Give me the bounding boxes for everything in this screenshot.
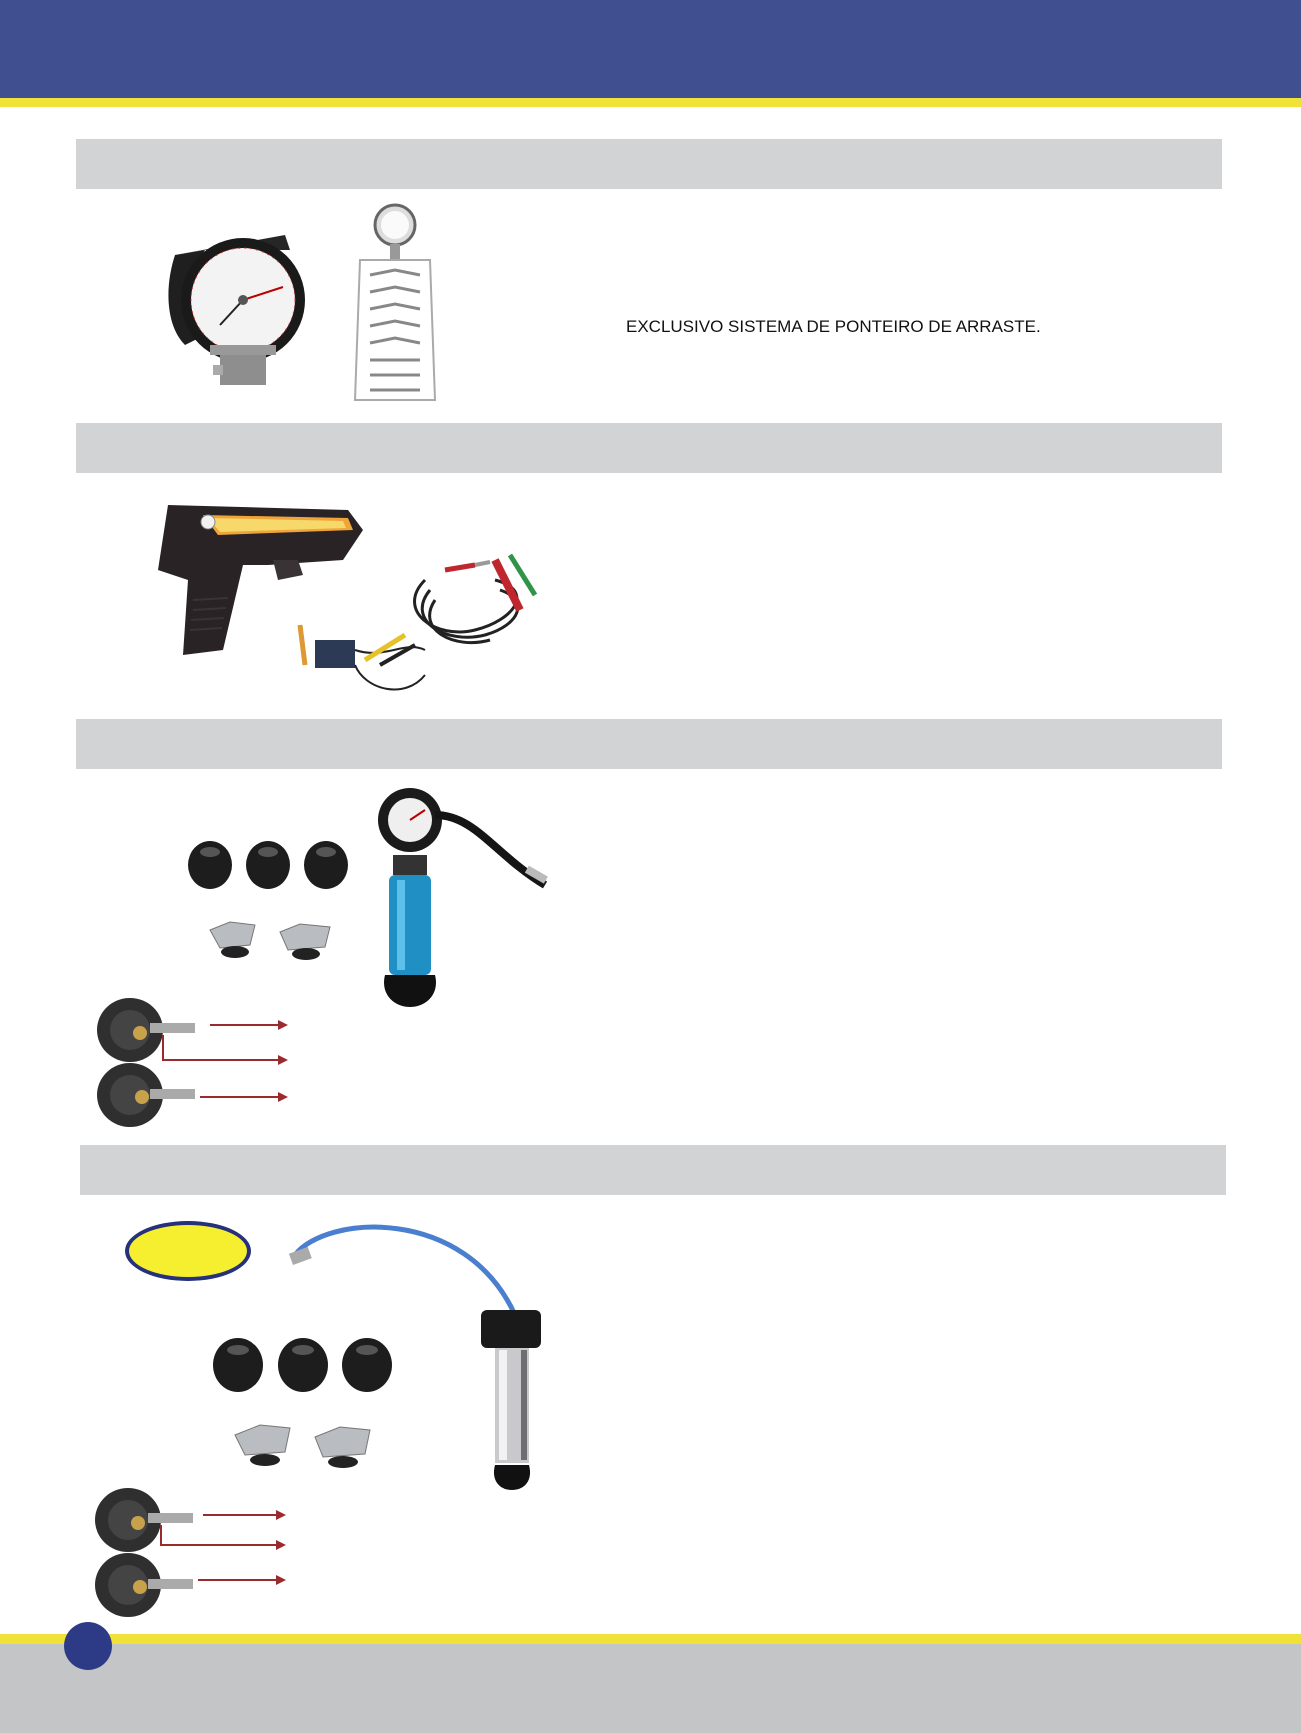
- radiator-adapter-caps-image: [180, 830, 360, 970]
- section-1-title-bar: [76, 139, 1222, 189]
- radiator-adapter-caps-image: [205, 1330, 405, 1475]
- section-4-badge: [125, 1221, 251, 1281]
- header-yellow-stripe: [0, 98, 1301, 107]
- adapter-hose-fittings-image: [88, 1485, 298, 1620]
- page-number-dot: [64, 1622, 112, 1670]
- page-header-band: [0, 0, 1301, 98]
- page-footer-band: [0, 1644, 1301, 1733]
- section-1-description: EXCLUSIVO SISTEMA DE PONTEIRO DE ARRASTE.: [626, 317, 1041, 336]
- section-2-title-bar: [76, 423, 1222, 473]
- footer-yellow-stripe: [0, 1634, 1301, 1644]
- timing-light-cables-image: [295, 550, 550, 700]
- section-4-title-bar: [80, 1145, 1226, 1195]
- adapter-hose-fittings-image: [90, 995, 300, 1130]
- section-3-title-bar: [76, 719, 1222, 769]
- pressure-gauge-image: [165, 225, 315, 395]
- gauge-adapter-rack-image: [345, 200, 445, 408]
- blue-pump-tester-image: [375, 785, 555, 1010]
